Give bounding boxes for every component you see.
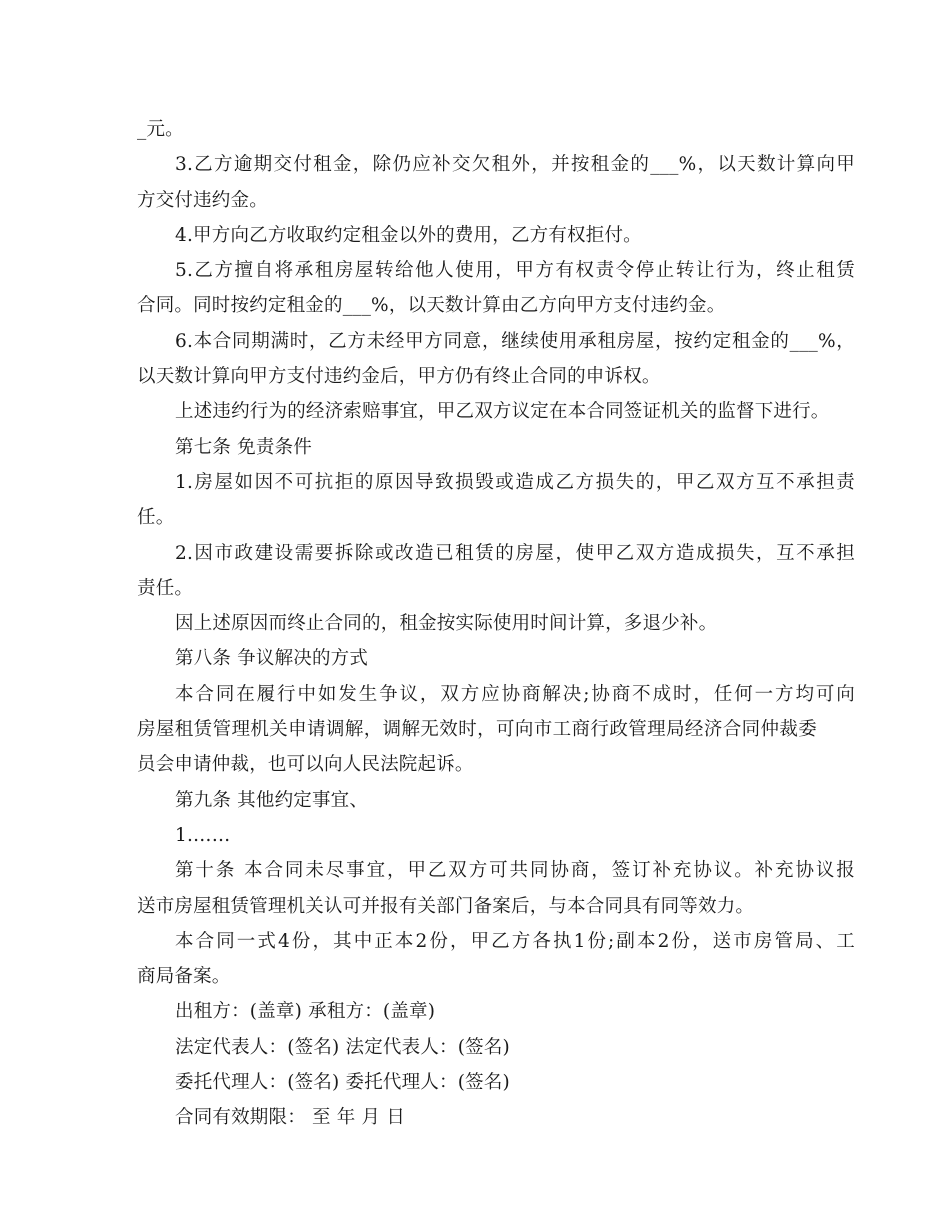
clause-5-line-1: 5.乙方擅自将承租房屋转给他人使用，甲方有权责令停止转让行为，终止租赁 xyxy=(175,260,855,282)
signature-parties: 出租方：(盖章) 承租方：(盖章) xyxy=(175,1001,436,1023)
document-page xyxy=(137,112,855,1136)
clause-6-line-1: 6.本合同期满时，乙方未经甲方同意，继续使用承租房屋，按约定租金的___%， xyxy=(175,330,855,352)
article-7-item-2-line-2: 责任。 xyxy=(137,577,194,599)
article-7-heading: 第七条 免责条件 xyxy=(175,436,312,458)
breach-claims-paragraph: 上述违约行为的经济索赔事宜，甲乙双方议定在本合同签证机关的监督下进行。 xyxy=(175,401,830,423)
article-8-heading: 第八条 争议解决的方式 xyxy=(175,648,369,670)
copies-line-1: 本合同一式4份，其中正本2份，甲乙方各执1份;副本2份，送市房管局、工 xyxy=(175,930,855,952)
clause-4: 4.甲方向乙方收取约定租金以外的费用，乙方有权拒付。 xyxy=(175,224,642,246)
clause-5-line-2: 合同。同时按约定租金的___%，以天数计算由乙方向甲方支付违约金。 xyxy=(137,295,726,317)
clause-3-line-1: 3.乙方逾期交付租金，除仍应补交欠租外，并按租金的___%，以天数计算向甲 xyxy=(175,154,855,176)
article-7-item-2-line-1: 2.因市政建设需要拆除或改造已租赁的房屋，使甲乙双方造成损失，互不承担 xyxy=(175,542,855,564)
signature-legal-representatives: 法定代表人：(签名) 法定代表人：(签名) xyxy=(175,1036,510,1058)
article-7-rent-settlement: 因上述原因而终止合同的，租金按实际使用时间计算，多退少补。 xyxy=(175,613,718,635)
article-10-line-1: 第十条 本合同未尽事宜，甲乙双方可共同协商，签订补充协议。补充协议报 xyxy=(175,860,855,882)
article-7-item-1-line-2: 任。 xyxy=(137,507,175,529)
article-9-item-1: 1.…… xyxy=(175,824,231,846)
article-8-line-1: 本合同在履行中如发生争议，双方应协商解决;协商不成时，任何一方均可向 xyxy=(175,683,855,705)
article-8-line-2: 房屋租赁管理机关申请调解，调解无效时，可向市工商行政管理局经济合同仲裁委 xyxy=(137,719,817,741)
copies-line-2: 商局备案。 xyxy=(137,966,231,988)
text-line-continuation: _元。 xyxy=(137,119,184,140)
article-8-line-3: 员会申请仲裁，也可以向人民法院起诉。 xyxy=(137,754,474,776)
clause-6-line-2: 以天数计算向甲方支付违约金后，甲方仍有终止合同的申诉权。 xyxy=(137,366,661,388)
article-10-line-2: 送市房屋租赁管理机关认可并报有关部门备案后，与本合同具有同等效力。 xyxy=(137,895,755,917)
article-7-item-1-line-1: 1.房屋如因不可抗拒的原因导致损毁或造成乙方损失的，甲乙双方互不承担责 xyxy=(175,471,855,493)
contract-validity-period: 合同有效期限： 至 年 月 日 xyxy=(175,1107,406,1129)
article-9-heading: 第九条 其他约定事宜、 xyxy=(175,789,369,811)
clause-3-line-2: 方交付违约金。 xyxy=(137,189,268,211)
signature-agents: 委托代理人：(签名) 委托代理人：(签名) xyxy=(175,1072,510,1094)
